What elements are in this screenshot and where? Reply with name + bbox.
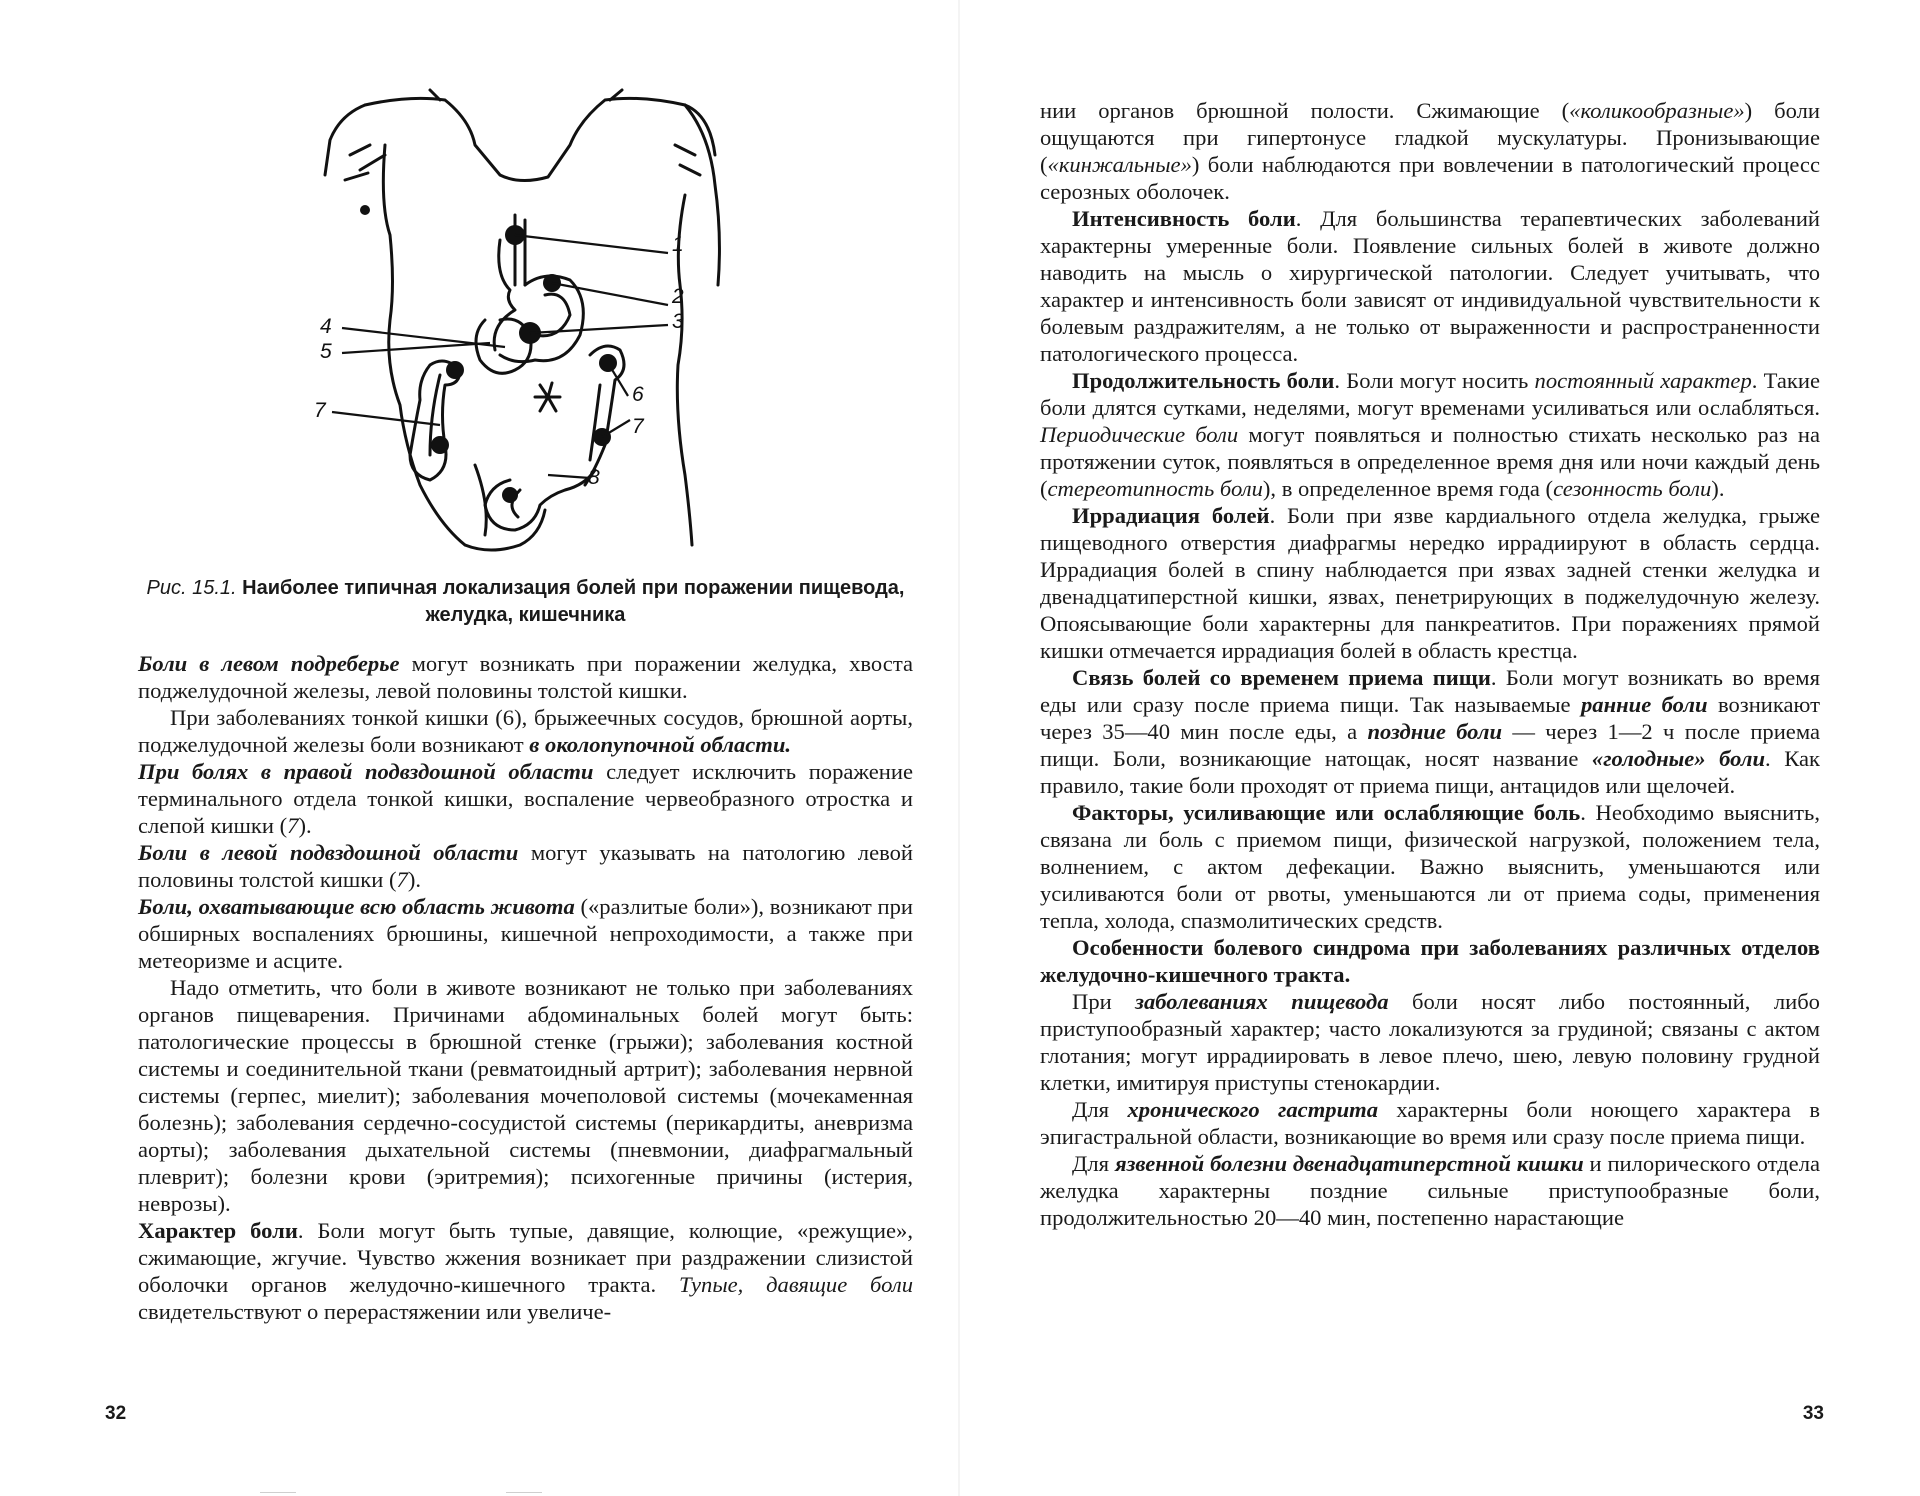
figure-caption — [138, 575, 913, 629]
paragraph-text: ). — [298, 813, 312, 838]
emphasized-term: постоянный характер — [1534, 368, 1752, 393]
paragraph-text: . Боли могут возникать во время еды или сразу после приема пищи. Так называемые — [1040, 665, 1820, 717]
paragraph-text: могут появляться и полностью стихать несколько раз на протяжении суток, появляться в определенное время дня или ночи каждый день ( — [1040, 422, 1820, 501]
paragraph — [138, 839, 913, 893]
paragraph — [1040, 502, 1820, 664]
emphasized-term: Периодические боли — [1040, 422, 1239, 447]
paragraph — [1040, 1150, 1820, 1231]
paragraph — [1040, 934, 1820, 988]
emphasized-term: Боли в левом подреберье — [138, 651, 400, 676]
callout-label-4: 4 — [320, 315, 332, 338]
paragraph-text: . Боли при язве кардиального отдела желудка, грыже пищеводного отверстия диафрагмы нередко иррадиируют в область сердца. Иррадиация болей в спину наблюдается при язвах задней стенки желудка и двенадцатиперстной кишки, язвах, пенетрирующих в поджелудочную железу. Опоясывающие боли характерны для панкреатитов. При поражениях прямой кишки отмечается иррадиация болей в область крестца. — [1040, 503, 1820, 663]
paragraph-text: следует исключить поражение терминального отдела тонкой кишки, воспаление червеобразного отростка и слепой кишки ( — [138, 759, 913, 838]
paragraph — [138, 758, 913, 839]
emphasized-term: Боли в левой подвздошной области — [138, 840, 519, 865]
emphasized-term: «коликообразные» — [1569, 98, 1745, 123]
paragraph-text: При — [1072, 989, 1136, 1014]
paragraph — [138, 893, 913, 974]
emphasized-term: Продолжительность боли — [1072, 368, 1335, 393]
emphasized-term: 7 — [396, 867, 408, 892]
paragraph-text: При заболеваниях тонкой кишки (6), брыжеечных сосудов, брюшной аорты, поджелудочной железы боли возникают — [138, 705, 913, 757]
caption-text: Наиболее типичная локализация болей при поражении пищевода, желудка, кишечника — [242, 577, 905, 626]
emphasized-term: язвенной болезни двенадцатиперстной кишки — [1114, 1151, 1584, 1176]
paragraph-text: ) боли ощущаются при гипертонусе гладкой мускулатуры. Пронизывающие ( — [1040, 98, 1820, 177]
paragraph-text: — через 1—2 ч после приема пищи. Боли, возникающие натощак, носят название — [1040, 719, 1821, 771]
emphasized-term: Боли, охватывающие всю область живота — [138, 894, 575, 919]
right-page — [960, 0, 1920, 1496]
paragraph-text: свидетельствуют о перерастяжении или увеличе- — [138, 1299, 612, 1324]
emphasized-term: При болях в правой подвздошной области — [138, 759, 594, 784]
callout-label-5: 5 — [320, 340, 332, 363]
paragraph-text: характерны боли ноющего характера в эпигастральной области, возникающие во время или сразу после приема пищи. — [1040, 1097, 1821, 1149]
paragraph-text: ). — [1711, 476, 1725, 501]
edge-mark — [506, 1492, 542, 1493]
emphasized-term: «голодные» боли — [1591, 746, 1766, 771]
callout-label-8: 8 — [588, 466, 600, 489]
paragraph — [1040, 1096, 1820, 1150]
paragraph-text: . Боли могут быть тупые, давящие, колющие, «режущие», сжимающие, жгучие. Чувство жжения возникает при раздражении слизистой оболочки органов желудочно-кишечного тракта. — [138, 1218, 913, 1297]
left-body-text — [138, 650, 913, 1325]
callout-label-6: 6 — [632, 383, 644, 406]
paragraph-text: могут указывать на патологию левой половины толстой кишки ( — [138, 840, 913, 892]
torso-drawing — [290, 85, 760, 555]
emphasized-term: Связь болей со временем приема пищи — [1072, 665, 1491, 690]
paragraph-text: Надо отметить, что боли в животе возникают не только при заболеваниях органов пищеварения. Причинами абдоминальных болей могут быть: патологические процессы в брюшной стенке (грыжи); заболевания костной системы и соединительной ткани (ревматоидный артрит); заболевания нервной системы (герпес, миелит); заболевания мочеполовой системы (мочекаменная болезнь); заболевания сердечно-сосудистой системы (перикардиты, аневризма аорты); заболевания дыхательной системы (пневмонии, диафрагмальный плеврит); болезни крови (эритремия); психогенные причины (истерия, неврозы). — [138, 975, 913, 1216]
paragraph-text: . Такие боли длятся сутками, неделями, могут временами усиливаться или ослабляться. — [1040, 368, 1820, 420]
paragraph — [138, 1217, 913, 1325]
emphasized-term: стереотипность боли — [1047, 476, 1263, 501]
paragraph — [1040, 367, 1820, 502]
paragraph — [138, 704, 913, 758]
emphasized-term: в околопупочной области. — [529, 732, 792, 757]
paragraph-text: и пилорического отдела желудка характерны поздние сильные приступообразные боли, продолжительностью 20—40 мин, постепенно нарастающие — [1040, 1151, 1820, 1230]
paragraph-text: возникают через 35—40 мин после еды, а — [1040, 692, 1820, 744]
paragraph-text: нии органов брюшной полости. Сжимающие ( — [1040, 98, 1570, 123]
paragraph-text: . Необходимо выяснить, связана ли боль с приемом пищи, физической нагрузкой, положением тела, волнением, с актом дефекации. Важно выяснить, уменьшаются или усиливаются боли от рвоты, уменьшаются ли от приема соды, применения тепла, холода, спазмолитических средств. — [1040, 800, 1820, 933]
page-number-right: 33 — [1802, 1403, 1824, 1424]
paragraph-text: ), в определенное время года ( — [1262, 476, 1554, 501]
emphasized-term: Иррадиация болей — [1072, 503, 1270, 528]
emphasized-term: ранние боли — [1580, 692, 1708, 717]
paragraph — [1040, 97, 1820, 205]
paragraph-text: Для — [1072, 1097, 1128, 1122]
paragraph-text: («разлитые боли»), возникают при обширных воспалениях брюшины, кишечной непроходимости, а также при метеоризме и асците. — [138, 894, 913, 973]
paragraph-text: боли носят либо постоянный, либо приступообразный характер; часто локализуются за грудиной; связаны с актом глотания; могут иррадиировать в левое плечо, шею, левую половину грудной клетки, имитируя приступы стенокардии. — [1040, 989, 1820, 1095]
emphasized-term: Особенности болевого синдрома при заболеваниях различных отделов желудочно-кишечного тракта. — [1040, 935, 1820, 987]
caption-label: Рис. 15.1. — [146, 577, 237, 599]
paragraph-text: . Боли могут носить — [1334, 368, 1535, 393]
paragraph-text: . Как правило, такие боли проходят от приема пищи, антацидов или щелочей. — [1040, 746, 1820, 798]
callout-label-1: 1 — [672, 233, 684, 256]
emphasized-term: Факторы, усиливающие или ослабляющие боль — [1072, 800, 1581, 825]
paragraph-text: ) боли наблюдаются при вовлечении в патологический процесс серозных оболочек. — [1040, 152, 1820, 204]
emphasized-term: Интенсивность боли — [1072, 206, 1296, 231]
emphasized-term: хронического гастрита — [1127, 1097, 1379, 1122]
torso-illustration — [290, 85, 760, 555]
edge-mark — [260, 1492, 296, 1493]
paragraph — [1040, 664, 1820, 799]
emphasized-term: 7 — [287, 813, 299, 838]
paragraph-text: . Для большинства терапевтических заболеваний характерны умеренные боли. Появление сильных болей в животе должно наводить на мысль о хирургической патологии. Следует учитывать, что характер и интенсивность боли зависят от индивидуальной чувствительности к болевым раздражителям, а не только от выраженности и распространенности патологического процесса. — [1040, 206, 1821, 366]
paragraph — [138, 650, 913, 704]
page-number-left: 32 — [105, 1403, 127, 1424]
callout-label-3: 3 — [672, 310, 684, 333]
emphasized-term: поздние боли — [1367, 719, 1503, 744]
callout-label-7-right: 7 — [632, 415, 644, 438]
paragraph — [1040, 988, 1820, 1096]
callout-label-7-left: 7 — [314, 399, 326, 422]
emphasized-term: Тупые, давящие боли — [679, 1272, 913, 1297]
emphasized-term: заболеваниях пищевода — [1135, 989, 1389, 1014]
callout-label-2: 2 — [672, 285, 684, 308]
emphasized-term: сезонность боли — [1553, 476, 1712, 501]
paragraph — [1040, 799, 1820, 934]
right-body-text — [1040, 97, 1820, 1231]
emphasized-term: «кинжальные» — [1047, 152, 1192, 177]
paragraph-text: могут возникать при поражении желудка, хвоста поджелудочной железы, левой половины толстой кишки. — [138, 651, 914, 703]
paragraph — [1040, 205, 1820, 367]
paragraph-text: ). — [407, 867, 422, 892]
paragraph — [138, 974, 913, 1217]
emphasized-term: Характер боли — [138, 1218, 298, 1243]
paragraph-text: Для — [1072, 1151, 1115, 1176]
